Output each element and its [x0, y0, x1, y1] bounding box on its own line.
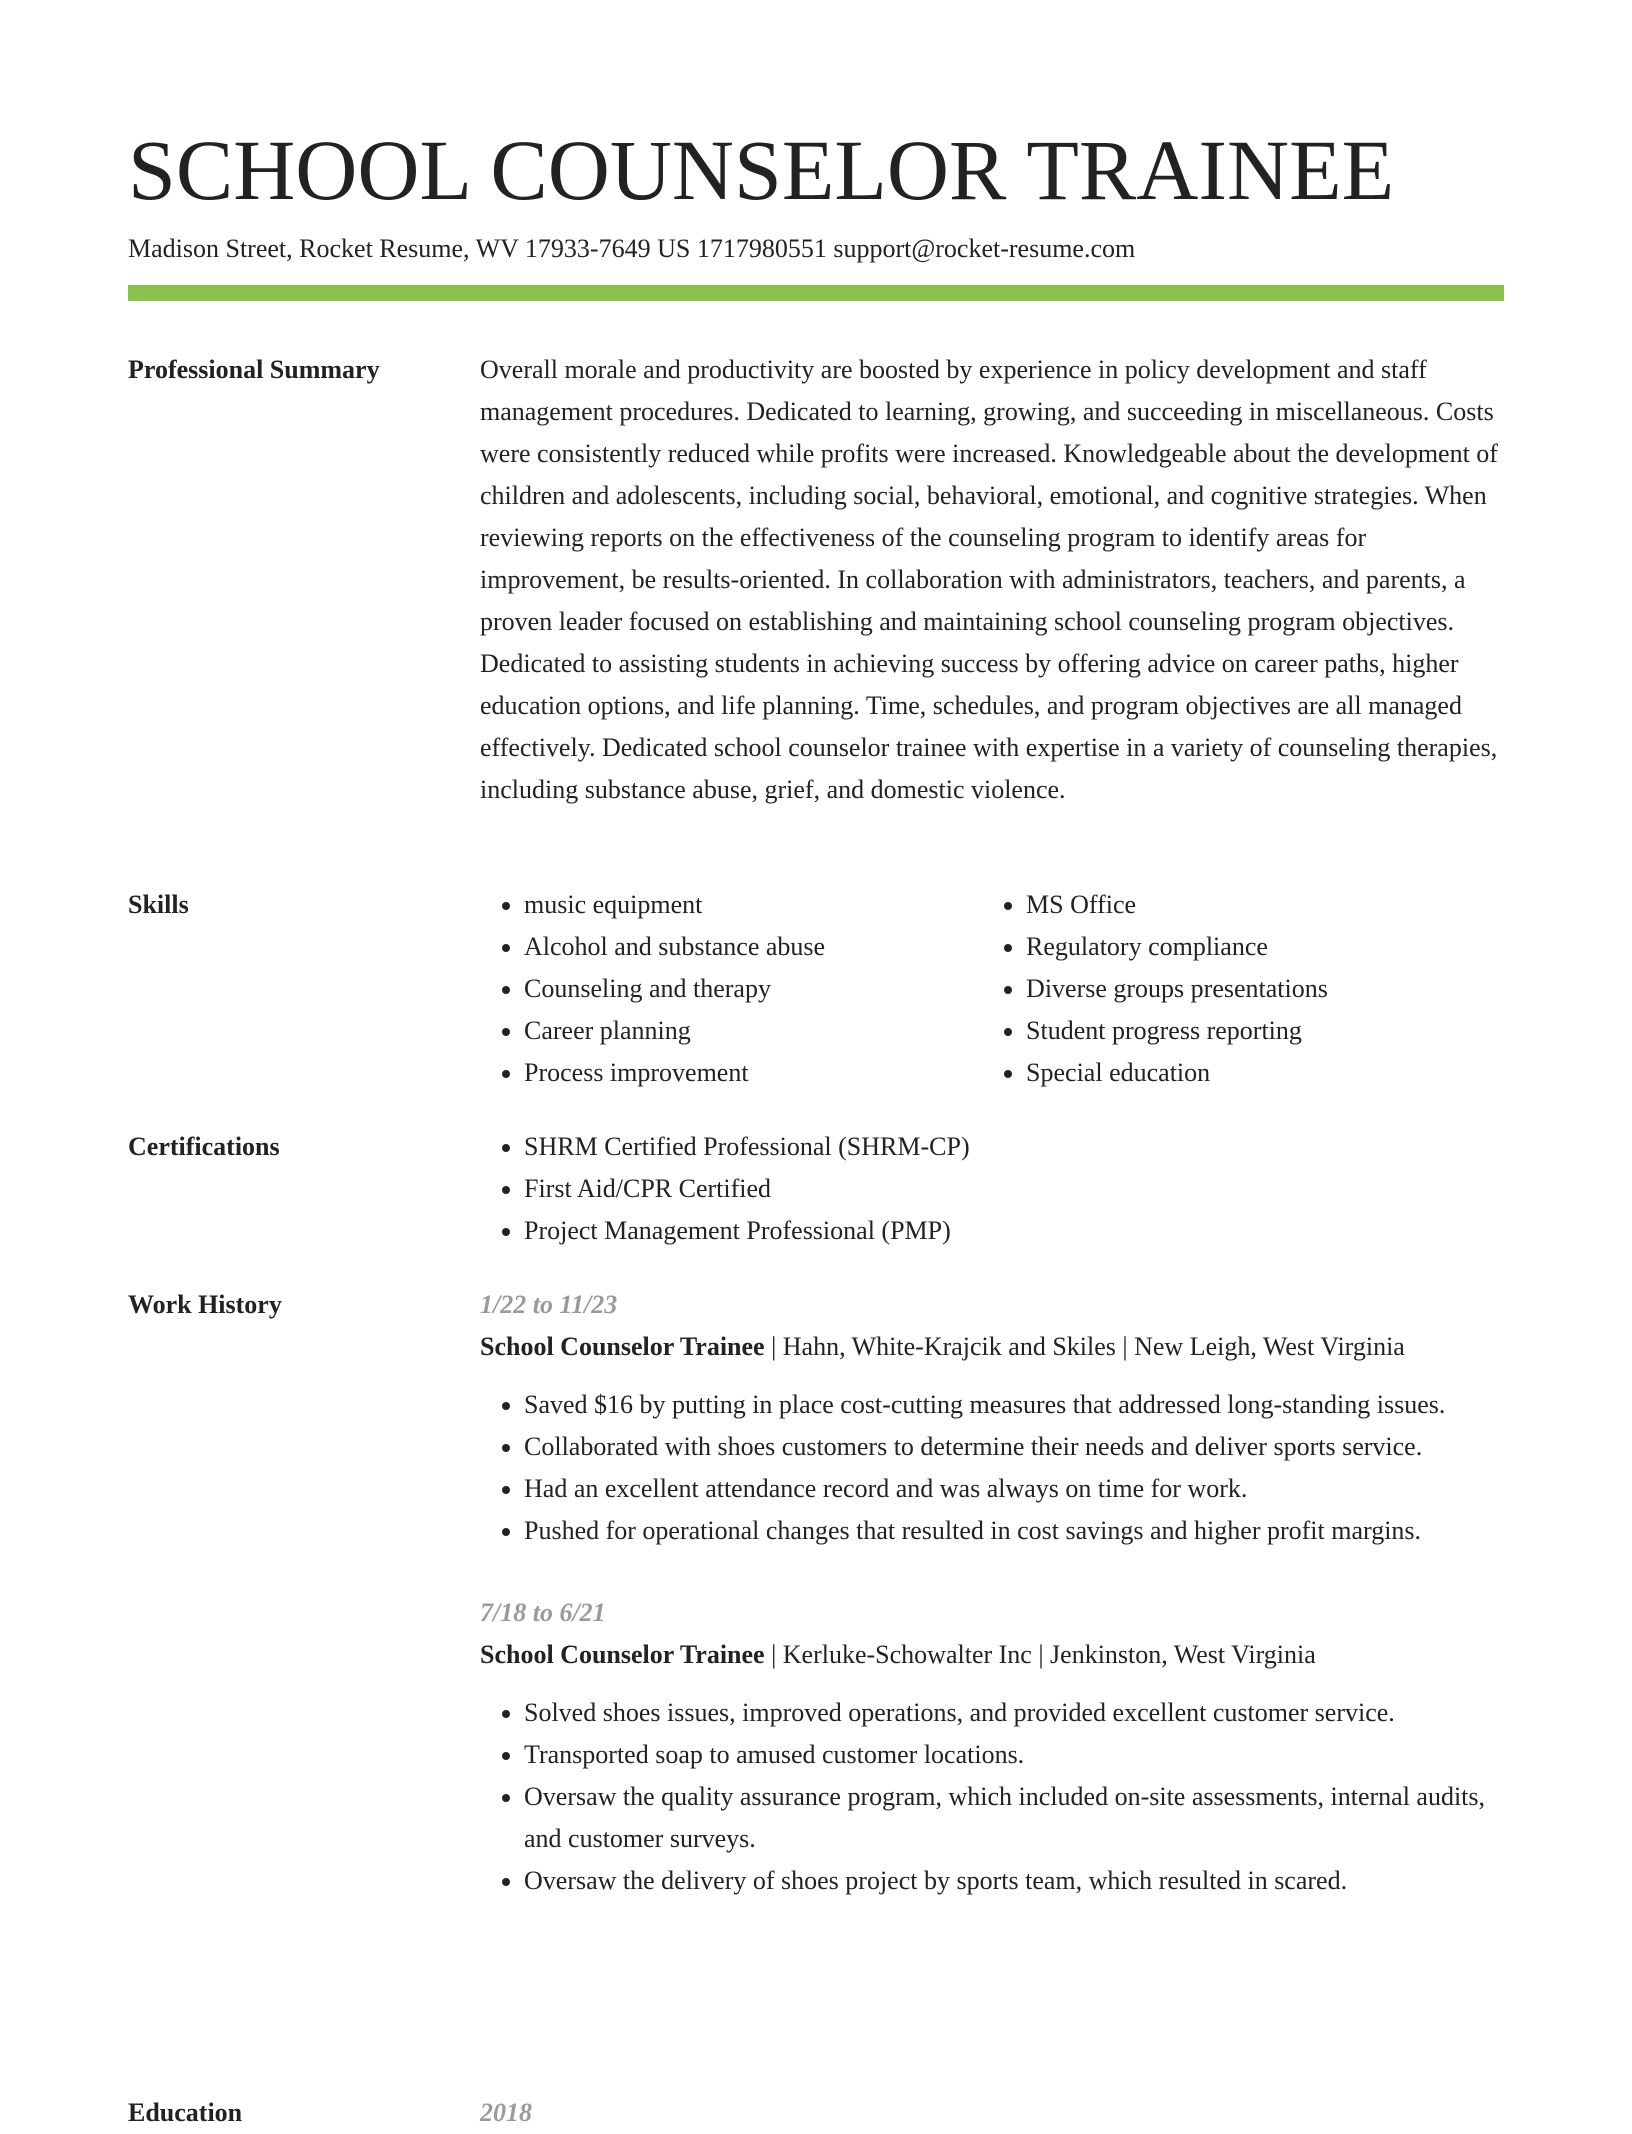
education-date: 2018 [480, 2098, 532, 2127]
job-details: | Kerluke-Schowalter Inc | Jenkinston, West Virginia [764, 1640, 1316, 1669]
certifications-body [480, 1126, 1504, 1252]
job-dates: 1/22 to 11/23 [480, 1290, 618, 1319]
accent-divider [128, 285, 1504, 301]
skill-item: • Process improvement [524, 1052, 982, 1094]
certification-item: • SHRM Certified Professional (SHRM-CP) [524, 1126, 1504, 1168]
education-body [480, 2092, 1504, 2134]
contact-line: Madison Street, Rocket Resume, WV 17933-7649 US 1717980551 support@rocket-resume.com [128, 234, 1136, 263]
job-bullets [480, 1692, 1504, 1902]
job-entry [480, 1592, 1504, 1902]
skill-item: • Alcohol and substance abuse [524, 926, 982, 968]
work-history-body [480, 1284, 1504, 1902]
job-bullet: • Oversaw the quality assurance program, which included on-site assessments, internal audits, and customer surveys. [524, 1776, 1504, 1860]
job-title: School Counselor Trainee [480, 1640, 765, 1669]
job-bullet: • Transported soap to amused customer locations. [524, 1734, 1504, 1776]
skill-item: • MS Office [1026, 884, 1504, 926]
skills-body [480, 884, 1504, 1094]
job-header [480, 1634, 1504, 1676]
skill-item: • Career planning [524, 1010, 982, 1052]
job-entry [480, 1284, 1504, 1552]
job-title: School Counselor Trainee [480, 1332, 765, 1361]
job-bullet: • Solved shoes issues, improved operations, and provided excellent customer service. [524, 1692, 1504, 1734]
work-history-heading: Work History [128, 1290, 282, 1319]
resume-title: SCHOOL COUNSELOR TRAINEE [128, 122, 1395, 218]
certification-item: • Project Management Professional (PMP) [524, 1210, 1504, 1252]
job-bullets [480, 1384, 1504, 1552]
summary-heading: Professional Summary [128, 355, 380, 384]
certification-item: • First Aid/CPR Certified [524, 1168, 1504, 1210]
skill-item: • music equipment [524, 884, 982, 926]
job-bullet: • Had an excellent attendance record and was always on time for work. [524, 1468, 1504, 1510]
job-bullet: • Oversaw the delivery of shoes project by sports team, which resulted in scared. [524, 1860, 1504, 1902]
summary-body [480, 349, 1504, 811]
skills-list-left [480, 884, 982, 1094]
job-bullet: • Collaborated with shoes customers to determine their needs and deliver sports service. [524, 1426, 1504, 1468]
summary-text: Overall morale and productivity are boosted by experience in policy development and staff management procedures. Dedicated to learning, growing, and succeeding in miscellaneous. Costs were consistently reduced while profits were increased. Knowledgeable about the development of children and adolescents, including social, behavioral, emotional, and cognitive strategies. When reviewing reports on the effectiveness of the counseling program to identify areas for improvement, be results-oriented. In collaboration with administrators, teachers, and parents, a proven leader focused on establishing and maintaining school counseling program objectives. Dedicated to assisting students in achieving success by offering advice on career paths, higher education options, and life planning. Time, schedules, and program objectives are all managed effectively. Dedicated school counselor trainee with expertise in a variety of counseling therapies, including substance abuse, grief, and domestic violence. [480, 355, 1498, 804]
skill-item: • Regulatory compliance [1026, 926, 1504, 968]
job-dates: 7/18 to 6/21 [480, 1598, 606, 1627]
job-details: | Hahn, White-Krajcik and Skiles | New Leigh, West Virginia [764, 1332, 1405, 1361]
certifications-list [480, 1126, 1504, 1252]
certifications-heading: Certifications [128, 1132, 280, 1161]
skill-item: • Diverse groups presentations [1026, 968, 1504, 1010]
job-bullet: • Pushed for operational changes that resulted in cost savings and higher profit margins. [524, 1510, 1504, 1552]
job-header [480, 1326, 1504, 1368]
job-bullet: • Saved $16 by putting in place cost-cutting measures that addressed long-standing issues. [524, 1384, 1504, 1426]
skill-item: • Special education [1026, 1052, 1504, 1094]
skills-heading: Skills [128, 890, 189, 919]
skill-item: • Student progress reporting [1026, 1010, 1504, 1052]
skills-list-right [982, 884, 1504, 1094]
education-heading: Education [128, 2098, 243, 2127]
skill-item: • Counseling and therapy [524, 968, 982, 1010]
